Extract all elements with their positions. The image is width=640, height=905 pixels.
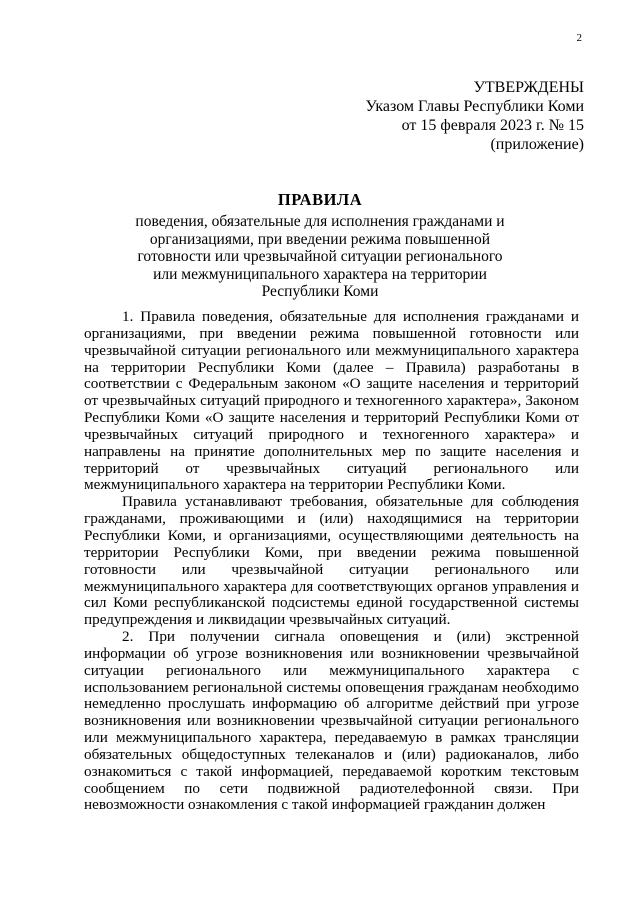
approval-line: УТВЕРЖДЕНЫ xyxy=(473,79,584,96)
approval-line: (приложение) xyxy=(490,136,584,153)
approval-stamp xyxy=(365,78,584,154)
document-body xyxy=(84,309,579,814)
document-subtitle: поведения, обязательные для исполнения гражданами и организациями, при введении режима повышенной готовности или чрезвычайной ситуации регионального или межмуниципального характера на территории Республики Коми xyxy=(135,213,505,301)
paragraph: 1. Правила поведения, обязательные для исполнения гражданами и организациями, при введении режима повышенной готовности или чрезвычайной ситуации регионального или межмуниципального характера на территории Республики Коми (далее – Правила) разработаны в соответствии с Федеральным законом «О защите населения и территорий от чрезвычайных ситуаций природного и техногенного характера», Законом Республики Коми «О защите населения и территорий Республики Коми от чрезвычайных ситуаций природного и техногенного характера» и направлены на принятие дополнительных мер по защите населения и территорий от чрезвычайных ситуаций регионального или межмуниципального характера на территории Республики Коми. xyxy=(84,308,579,494)
approval-line: Указом Главы Республики Коми xyxy=(365,98,584,115)
approval-line: от 15 февраля 2023 г. № 15 xyxy=(401,117,584,134)
document-title: ПРАВИЛА xyxy=(277,190,363,209)
paragraph: 2. При получении сигнала оповещения и (или) экстренной информации об угрозе возникновения или возникновении чрезвычайной ситуации регионального или межмуниципального характера с использованием региональной системы оповещения гражданам необходимо немедленно прослушать информацию об алгоритме действий при угрозе возникновения или возникновении чрезвычайной ситуации регионального или межмуниципального характера, передаваемую в рамках трансляции обязательных общедоступных телеканалов и (или) радиоканалов, либо ознакомиться с такой информацией, передаваемой коротким текстовым сообщением по сети подвижной радиотелефонной связи. При невозможности ознакомления с такой информацией гражданин должен xyxy=(84,628,579,814)
page-number: 2 xyxy=(576,32,582,44)
paragraph: Правила устанавливают требования, обязательные для соблюдения гражданами, проживающими и (или) находящимися на территории Республики Коми, и организациями, осуществляющими деятельность на территории Республики Коми, при введении режима повышенной готовности или чрезвычайной ситуации регионального или межмуниципального характера для соответствующих органов управления и сил Коми республиканской подсистемы единой государственной системы предупреждения и ликвидации чрезвычайных ситуаций. xyxy=(84,493,579,629)
